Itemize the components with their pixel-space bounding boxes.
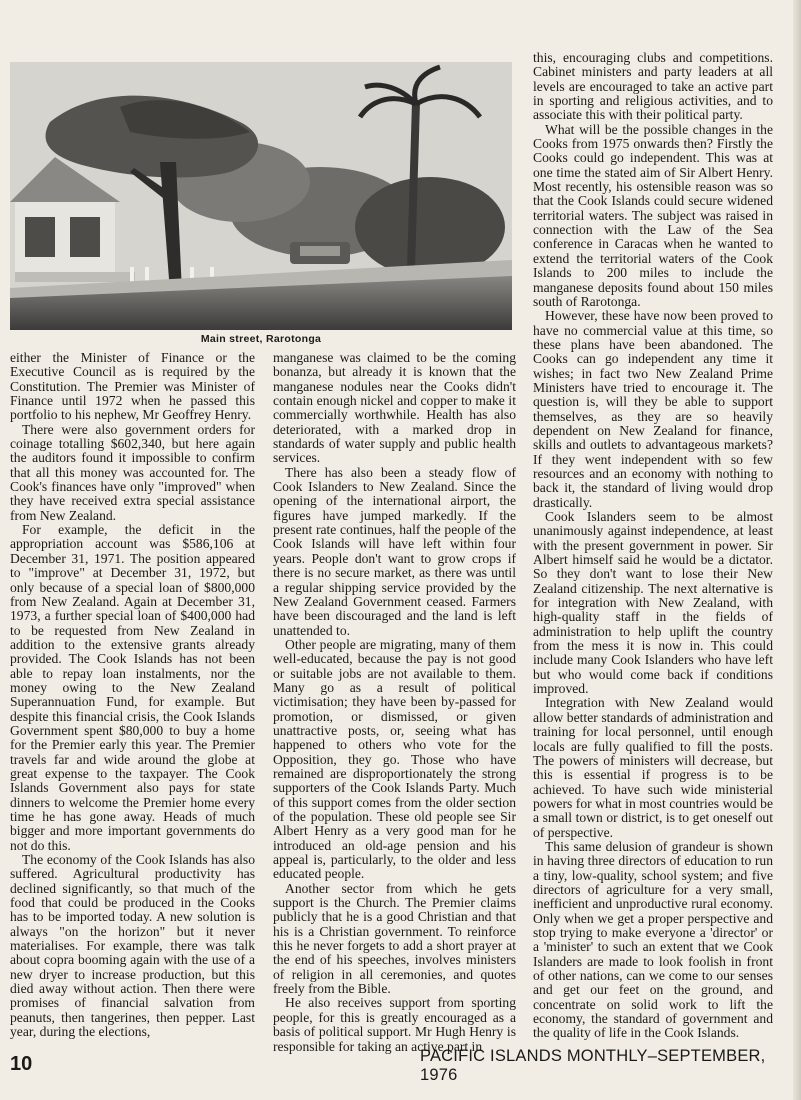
paragraph: This same delusion of grandeur is shown in having three directors of education to run a tiny, low-quality, school system; and five directors of agriculture for a very small, inefficient and unproductive rural economy. Only when we get a proper perspective and stop trying to make everyone a 'director' or a 'minister' to such an extent that we Cook Islanders are made to look foolish in front of other nations, can we come to our senses and get our feet on the ground, and concentrate on solid work to lift the economy, the standard of government and the quality of life in the Cook Islands. (533, 838, 773, 1041)
photo-caption: Main street, Rarotonga (200, 333, 322, 345)
main-street-photo (10, 62, 512, 330)
publication-footer: PACIFIC ISLANDS MONTHLY–SEPTEMBER, 1976 (420, 1047, 766, 1084)
paragraph: Integration with New Zealand would allow better standards of administration and training for local personnel, until enough locals are fully qualified to fill the posts. The powers of ministers will decrease, but this is essential if progress is to be achieved. To have such wide ministerial powers for what in most countries would be a small town or district, is to get oneself out of perspective. (533, 695, 773, 840)
article-column-3 (533, 51, 773, 1041)
paragraph: However, these have now been proved to have no commercial value at this time, so these plans have been abandoned. The Cooks can go independent any time it wishes; in fact two New Zealand Prime Ministers have tried to encourage it. The question is, will they be able to support themselves, as they are so heavily dependent on New Zealand for finance, skills and outlets to advantageous markets? If they went independent with so few resources and an economy with nothing to back it, the standard of living would drop drastically. (533, 308, 773, 510)
paragraph: The economy of the Cook Islands has also suffered. Agricultural productivity has declined significantly, so that much of the food that could be produced in the Cooks has to be imported today. A new solution is always "on the horizon" but it never materialises. For example, there was talk about copra booming again with the use of a new dryer to increase production, but this died away without action. Then there were promises of financial salvation from peanuts, then tangerines, then pepper. Last year, during the elections, (10, 852, 255, 1040)
paragraph: For example, the deficit in the appropriation account was $586,106 at December 31, 1971. The position appeared to "improve" at December 31, 1972, but only because of a special loan of $800,000 from New Zealand. Again at December 31, 1973, a further special loan of $400,000 had to be requested from New Zealand in addition to the extensive grants already provided. The Cook Islands has not been able to repay loan instalments, nor the money owing to the New Zealand Superannuation Fund, for example. But despite this financial crisis, the Cook Islands Government spent $80,000 to buy a home for the Premier early this year. The Premier travels far and wide around the globe at great expense to the taxpayer. The Cook Islands Government also pays for state dinners to welcome the Premier home every time he has gone away. Heads of much bigger and more important governments do not do this. (10, 522, 255, 853)
paragraph: Another sector from which he gets support is the Church. The Premier claims publicly that he is a good Christian and that his is a Christian government. To reinforce this he never forgets to add a short prayer at the end of his speeches, involves ministers of religion in all ceremonies, and quotes freely from the Bible. (273, 880, 516, 997)
paragraph: There were also government orders for coinage totalling $602,340, but here again the auditors found it impossible to confirm that all this money was accounted for. The Cook's finances have only "improved" when they have received extra special assistance from New Zealand. (10, 421, 255, 523)
page-edge (793, 0, 801, 1100)
paragraph: Cook Islanders seem to be almost unanimously against independence, at least with the present government in power. Sir Albert himself said he would be a dictator. So they don't want to lose their New Zealand citizenship. The next alternative is for integration with New Zealand, with high-quality staff in the fields of administration to help uplift the country from the mess it is now in. This could include many Cook Islanders who have left but who would come back if conditions improved. (533, 509, 773, 697)
paragraph: He also receives support from sporting people, for this is greatly encouraged as a basis of political support. Mr Hugh Henry is responsible for taking an active part in (273, 995, 516, 1054)
page-number: 10 (10, 1053, 33, 1075)
paragraph: There has also been a steady flow of Cook Islanders to New Zealand. Since the opening of the international airport, the figures have jumped markedly. If the present rate continues, half the people of the Cook Islands will have left within four years. People don't want to grow crops if there is no secure market, as there was until a regular shipping service provided by the New Zealand Government ceased. Farmers have been discouraged and the land is left unattended to. (273, 464, 516, 638)
paragraph: manganese was claimed to be the coming bonanza, but already it is known that the manganese nodules near the Cooks didn't contain enough nickel and copper to make it commercially worthwhile. Health has also deteriorated, with a marked drop in standards of water supply and public health services. (273, 350, 516, 466)
article-column-2 (273, 351, 516, 1054)
street-scene-image (10, 62, 512, 330)
paragraph: either the Minister of Finance or the Executive Council as is required by the Constitution. The Premier was Minister of Finance until 1972 when he passed this portfolio to his nephew, Mr Geoffrey Henry. (10, 350, 255, 423)
article-column-1 (10, 351, 255, 1040)
paragraph: this, encouraging clubs and competitions. Cabinet ministers and party leaders at all levels are encouraged to take an active part in sporting and religious activities, and to associate this with their political party. (533, 50, 773, 123)
paragraph: Other people are migrating, many of them well-educated, because the pay is not good or suitable jobs are not available to them. Many go as a result of political victimisation; they have been by-passed for promotion, or dismissed, or given unattractive posts, or, seeing what has happened to others who vote for the Opposition, they go. Those who have remained are disproportionately the strong supporters of the Cook Islands Party. Much of this support comes from the older section of the population. These old people see Sir Albert Henry as a very good man for he introduced an old-age pension and his appeal is, particularly, to the older and less educated people. (273, 636, 516, 882)
paragraph: What will be the possible changes in the Cooks from 1975 onwards then? Firstly the Cooks could go independent. This was at one time the stated aim of Sir Albert Henry. Most recently, his ostensible reason was so that the Cook Islands could secure widened territorial waters. The subject was raised in connection with the Law of the Sea conference in Caracas when he wanted to extend the territorial waters of the Cook Islands to 200 miles to include the manganese deposits found about 150 miles south of Rarotonga. (533, 121, 773, 309)
